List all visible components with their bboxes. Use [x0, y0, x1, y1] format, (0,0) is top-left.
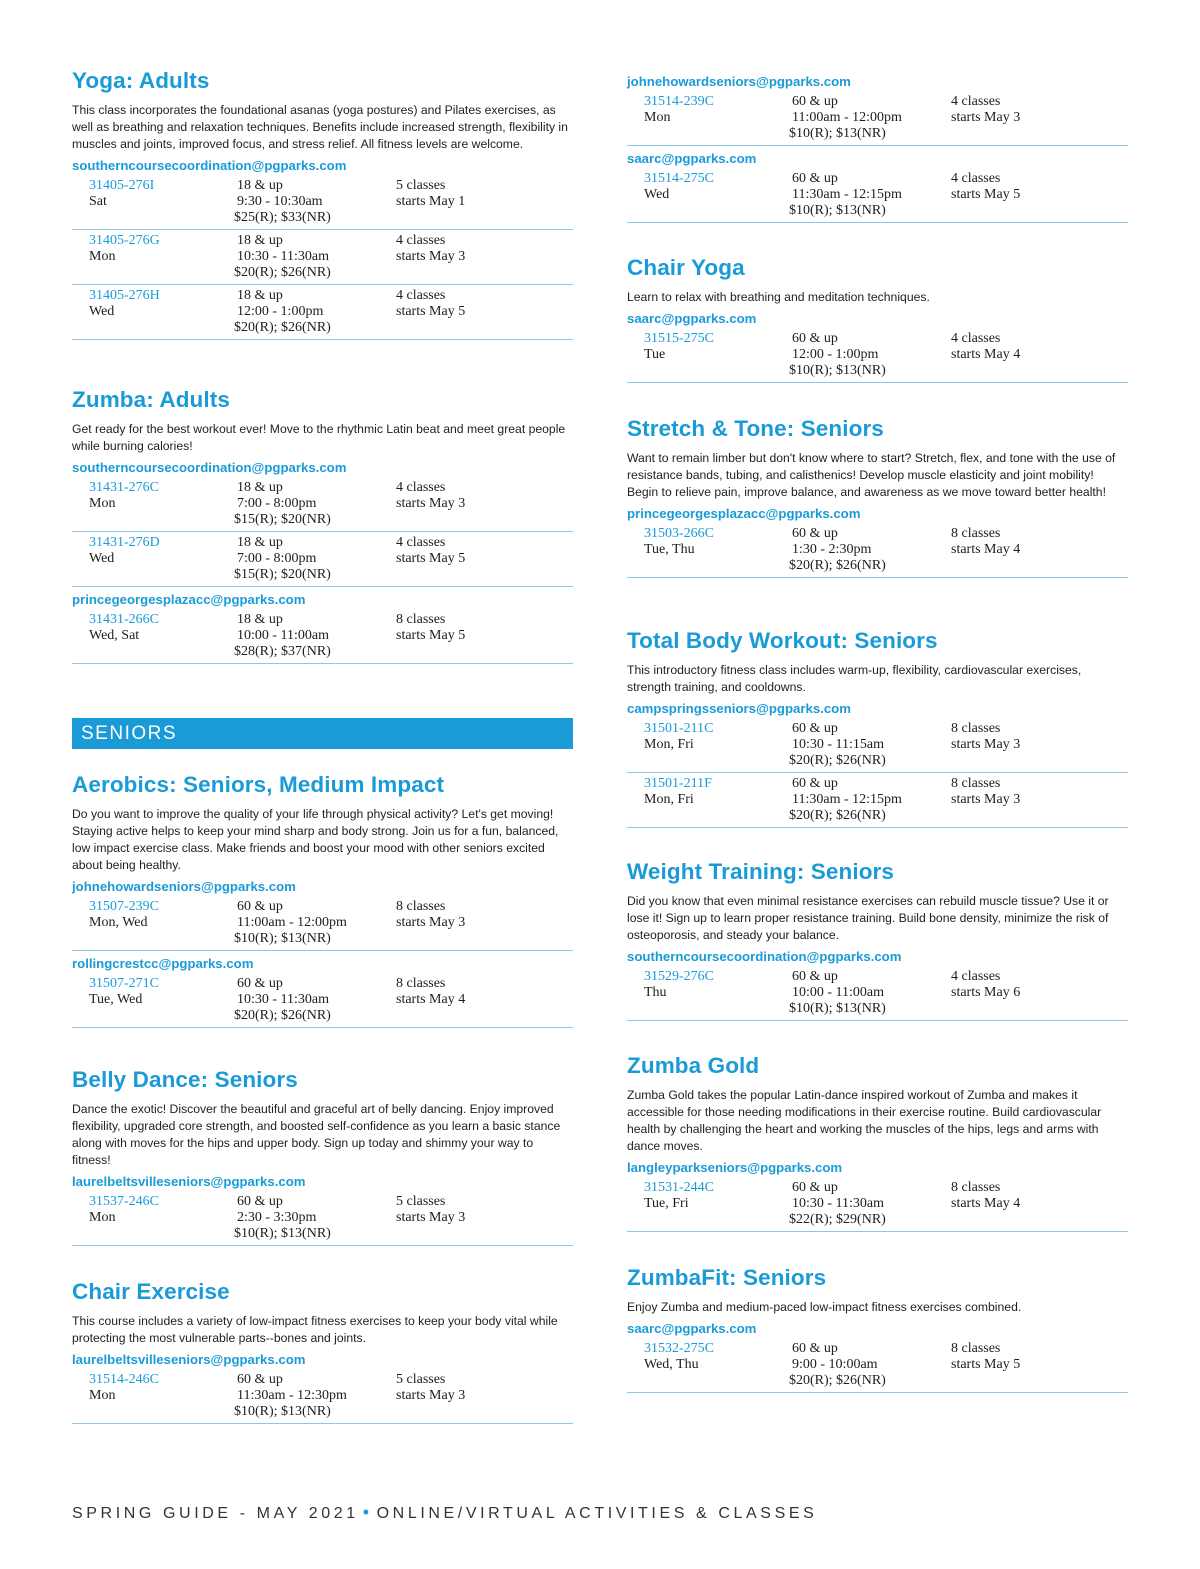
location-group: [627, 1159, 1128, 1232]
class-fee: $20(R); $26(NR): [234, 265, 331, 280]
class-time: 10:30 - 11:30am: [792, 1196, 885, 1211]
class-time: 9:30 - 10:30am: [237, 194, 323, 209]
class-fee: $10(R); $13(NR): [789, 363, 886, 378]
class-details-cell: [234, 178, 331, 226]
class-age: 60 & up: [237, 1194, 283, 1209]
class-days: Mon: [89, 1388, 116, 1403]
class-schedule-cell: [951, 526, 1020, 558]
contact-email-link[interactable]: johnehowardseniors@pgparks.com: [627, 74, 851, 89]
class-fee: $10(R); $13(NR): [789, 203, 886, 218]
class-code: 31537-246C: [89, 1194, 159, 1209]
class-days: Wed: [89, 304, 115, 319]
class-code-cell: [89, 1194, 159, 1226]
class-count: 8 classes: [951, 776, 1001, 791]
class-row: [627, 718, 1128, 773]
class-fee: $10(R); $13(NR): [789, 126, 886, 141]
class-time: 9:00 - 10:00am: [792, 1357, 878, 1372]
contact-email-link[interactable]: southerncoursecoordination@pgparks.com: [627, 949, 902, 964]
section-description: Learn to relax with breathing and meditation techniques.: [627, 290, 930, 304]
class-start-date: starts May 4: [951, 542, 1021, 557]
location-group: [72, 591, 573, 664]
class-row: [627, 966, 1128, 1021]
class-count: 4 classes: [396, 288, 446, 303]
class-days: Tue: [644, 347, 666, 362]
footer-separator-dot: •: [362, 1502, 373, 1522]
class-fee: $20(R); $26(NR): [789, 808, 886, 823]
class-fee: $20(R); $26(NR): [789, 753, 886, 768]
class-schedule-cell: [396, 288, 465, 320]
contact-email-link[interactable]: langleyparkseniors@pgparks.com: [627, 1160, 843, 1175]
class-days: Wed: [89, 551, 115, 566]
contact-email-link[interactable]: southerncoursecoordination@pgparks.com: [72, 158, 347, 173]
class-time: 2:30 - 3:30pm: [237, 1210, 317, 1225]
class-days: Mon: [89, 1210, 116, 1225]
class-details-cell: [234, 899, 347, 947]
class-code: 31514-239C: [644, 94, 714, 109]
class-days: Mon: [89, 249, 116, 264]
location-group: [627, 1320, 1128, 1393]
footer-guide-label: SPRING GUIDE - MAY 2021: [72, 1505, 359, 1522]
class-start-date: starts May 4: [951, 1196, 1021, 1211]
class-start-date: starts May 1: [396, 194, 466, 209]
class-code: 31405-276H: [89, 288, 160, 303]
contact-email-link[interactable]: campspringsseniors@pgparks.com: [627, 701, 851, 716]
location-group: [627, 150, 1128, 223]
section-zumba-gold: [627, 1053, 1128, 1232]
class-code-cell: [89, 899, 159, 931]
class-schedule-cell: [396, 1372, 465, 1404]
class-age: 60 & up: [792, 776, 838, 791]
location-group: [72, 955, 573, 1028]
class-days: Tue, Fri: [644, 1196, 689, 1211]
location-group: [72, 459, 573, 587]
class-start-date: starts May 3: [396, 1210, 466, 1225]
section-title: Chair Yoga: [627, 255, 745, 280]
class-start-date: starts May 5: [951, 1357, 1021, 1372]
class-schedule-cell: [396, 233, 465, 265]
class-code: 31405-276G: [89, 233, 160, 248]
class-count: 8 classes: [951, 1341, 1001, 1356]
class-details-cell: [234, 976, 331, 1024]
class-schedule-cell: [951, 94, 1020, 126]
class-code-cell: [644, 776, 712, 808]
class-start-date: starts May 3: [951, 737, 1021, 752]
contact-email-link[interactable]: saarc@pgparks.com: [627, 1321, 757, 1336]
class-count: 8 classes: [951, 721, 1001, 736]
class-count: 4 classes: [951, 94, 1001, 109]
class-schedule-cell: [396, 178, 465, 210]
class-age: 60 & up: [792, 94, 838, 109]
class-row: [72, 532, 573, 587]
class-time: 10:30 - 11:30am: [237, 249, 330, 264]
class-code: 31431-266C: [89, 612, 159, 627]
class-details-cell: [789, 969, 886, 1017]
class-start-date: starts May 3: [951, 792, 1021, 807]
section-title: Zumba Gold: [627, 1053, 760, 1078]
class-age: 60 & up: [237, 1372, 283, 1387]
class-start-date: starts May 3: [396, 915, 466, 930]
class-code: 31532-275C: [644, 1341, 714, 1356]
class-age: 60 & up: [237, 899, 283, 914]
class-row: [627, 168, 1128, 223]
class-count: 8 classes: [951, 1180, 1001, 1195]
class-details-cell: [789, 721, 886, 769]
class-start-date: starts May 3: [396, 249, 466, 264]
location-group: [72, 878, 573, 951]
contact-email-link[interactable]: laurelbeltsvilleseniors@pgparks.com: [72, 1352, 306, 1367]
section-yoga-adults: [72, 68, 573, 340]
class-fee: $10(R); $13(NR): [789, 1001, 886, 1016]
class-code: 31515-275C: [644, 331, 714, 346]
class-start-date: starts May 5: [396, 551, 466, 566]
class-count: 4 classes: [951, 969, 1001, 984]
class-schedule-cell: [396, 612, 465, 644]
class-row: [72, 477, 573, 532]
class-days: Tue, Wed: [89, 992, 143, 1007]
class-details-cell: [789, 331, 886, 379]
class-row: [72, 175, 573, 230]
location-group: [627, 73, 1128, 146]
location-group: [72, 1351, 573, 1424]
class-details-cell: [789, 1180, 886, 1228]
class-fee: $22(R); $29(NR): [789, 1212, 886, 1227]
section-total-body-workout: [627, 628, 1128, 828]
section-weight-training: [627, 859, 1128, 1021]
class-code-cell: [644, 171, 714, 203]
section-title: Total Body Workout: Seniors: [627, 628, 938, 653]
class-age: 18 & up: [237, 288, 283, 303]
contact-email-link[interactable]: johnehowardseniors@pgparks.com: [72, 879, 296, 894]
class-row: [72, 896, 573, 951]
class-start-date: starts May 4: [951, 347, 1021, 362]
class-count: 8 classes: [396, 976, 446, 991]
class-code: 31431-276C: [89, 480, 159, 495]
class-schedule-cell: [396, 1194, 465, 1226]
class-code: 31531-244C: [644, 1180, 714, 1195]
class-time: 10:30 - 11:30am: [237, 992, 330, 1007]
location-group: [627, 310, 1128, 383]
section-description: Do you want to improve the quality of your life through physical activity? Let's get moving! Staying active helps to keep your mind sharp and body strong. Join us for a fun, balanced, low impact exercise class. Make friends and boost your mood with other seniors excited about being healthy.: [72, 807, 559, 872]
class-count: 5 classes: [396, 1194, 446, 1209]
class-code-cell: [644, 94, 714, 126]
section-title: Belly Dance: Seniors: [72, 1067, 298, 1092]
page-footer: [72, 1502, 817, 1523]
contact-email-link[interactable]: rollingcrestcc@pgparks.com: [72, 956, 254, 971]
class-code: 31507-239C: [89, 899, 159, 914]
section-description: This introductory fitness class includes warm-up, flexibility, cardiovascular exercises, strength training, and cooldowns.: [627, 663, 1082, 694]
class-details-cell: [234, 1372, 347, 1420]
class-details-cell: [789, 1341, 886, 1389]
class-code-cell: [644, 1341, 714, 1373]
section-description: Dance the exotic! Discover the beautiful and graceful art of belly dancing. Enjoy improved flexibility, upgraded core strength, and boosted self-confidence as you learn a basic stance along with moves for the hips and upper body. Sign up today and shimmy your way to fitness!: [72, 1102, 561, 1167]
class-start-date: starts May 3: [396, 496, 466, 511]
class-fee: $20(R); $26(NR): [789, 558, 886, 573]
class-time: 12:00 - 1:00pm: [237, 304, 324, 319]
class-time: 7:00 - 8:00pm: [237, 551, 317, 566]
section-description: Get ready for the best workout ever! Move to the rhythmic Latin beat and meet great people while burning calories!: [72, 422, 566, 453]
class-code-cell: [644, 331, 714, 363]
contact-email-link[interactable]: laurelbeltsvilleseniors@pgparks.com: [72, 1174, 306, 1189]
class-age: 60 & up: [792, 331, 838, 346]
class-start-date: starts May 3: [396, 1388, 466, 1403]
class-details-cell: [234, 535, 331, 583]
class-code-cell: [89, 1372, 159, 1404]
class-age: 60 & up: [237, 976, 283, 991]
class-start-date: starts May 5: [396, 628, 466, 643]
class-days: Sat: [89, 194, 107, 209]
class-count: 4 classes: [396, 535, 446, 550]
class-row: [72, 230, 573, 285]
class-code-cell: [89, 612, 159, 644]
class-start-date: starts May 6: [951, 985, 1021, 1000]
class-age: 18 & up: [237, 480, 283, 495]
location-group: [627, 948, 1128, 1021]
class-age: 60 & up: [792, 1341, 838, 1356]
section-description: This class incorporates the foundational asanas (yoga postures) and Pilates exercises, as well as breathing and relaxation techniques. Benefits include increased strength, flexibility in muscles and joints, improved focus, and stress relief. All fitness levels are welcome.: [72, 103, 568, 151]
section-zumbafit: [627, 1265, 1128, 1393]
class-time: 10:30 - 11:15am: [792, 737, 885, 752]
class-details-cell: [234, 612, 331, 660]
class-fee: $10(R); $13(NR): [234, 931, 331, 946]
class-schedule-cell: [951, 776, 1020, 808]
class-code: 31529-276C: [644, 969, 714, 984]
class-row: [627, 1177, 1128, 1232]
section-title: Chair Exercise: [72, 1279, 230, 1304]
class-start-date: starts May 3: [951, 110, 1021, 125]
contact-email-link[interactable]: saarc@pgparks.com: [627, 311, 757, 326]
class-schedule-cell: [951, 171, 1020, 203]
class-fee: $10(R); $13(NR): [234, 1404, 331, 1419]
location-group: [627, 505, 1128, 578]
class-time: 1:30 - 2:30pm: [792, 542, 872, 557]
class-start-date: starts May 4: [396, 992, 466, 1007]
class-days: Tue, Thu: [644, 542, 695, 557]
class-row: [627, 1338, 1128, 1393]
class-row: [72, 609, 573, 664]
class-schedule-cell: [396, 535, 465, 567]
class-code: 31405-276I: [89, 178, 155, 193]
class-details-cell: [789, 776, 902, 824]
class-days: Mon: [644, 110, 671, 125]
class-time: 11:30am - 12:15pm: [792, 792, 902, 807]
class-days: Mon, Fri: [644, 792, 694, 807]
class-schedule-cell: [396, 899, 465, 931]
class-days: Wed, Sat: [89, 628, 140, 643]
class-schedule-cell: [396, 976, 465, 1008]
class-age: 18 & up: [237, 612, 283, 627]
class-count: 5 classes: [396, 178, 446, 193]
class-fee: $20(R); $26(NR): [234, 1008, 331, 1023]
class-code: 31514-275C: [644, 171, 714, 186]
class-time: 10:00 - 11:00am: [792, 985, 885, 1000]
class-age: 18 & up: [237, 178, 283, 193]
class-code-cell: [89, 535, 160, 567]
class-count: 8 classes: [951, 526, 1001, 541]
class-time: 7:00 - 8:00pm: [237, 496, 317, 511]
class-age: 60 & up: [792, 171, 838, 186]
class-count: 4 classes: [396, 233, 446, 248]
class-time: 10:00 - 11:00am: [237, 628, 330, 643]
class-code-cell: [644, 526, 714, 558]
contact-email-link[interactable]: princegeorgesplazacc@pgparks.com: [627, 506, 861, 521]
class-fee: $20(R); $26(NR): [234, 320, 331, 335]
class-time: 11:00am - 12:00pm: [237, 915, 347, 930]
class-age: 18 & up: [237, 233, 283, 248]
class-count: 4 classes: [396, 480, 446, 495]
class-start-date: starts May 5: [951, 187, 1021, 202]
class-code-cell: [89, 480, 159, 512]
class-row: [627, 328, 1128, 383]
class-fee: $28(R); $37(NR): [234, 644, 331, 659]
section-belly-dance: [72, 1067, 573, 1246]
class-start-date: starts May 5: [396, 304, 466, 319]
class-code: 31501-211F: [644, 776, 712, 791]
section-chair-yoga: [627, 255, 1128, 383]
section-zumba-adults: [72, 387, 573, 664]
location-group: [72, 1173, 573, 1246]
class-row: [72, 1369, 573, 1424]
class-row: [627, 773, 1128, 828]
class-details-cell: [234, 233, 331, 281]
section-title: Stretch & Tone: Seniors: [627, 416, 884, 441]
class-code-cell: [644, 969, 714, 1001]
section-aerobics-seniors: [72, 772, 573, 1028]
class-count: 8 classes: [396, 899, 446, 914]
class-days: Wed, Thu: [644, 1357, 699, 1372]
class-code-cell: [644, 721, 713, 753]
class-code-cell: [89, 288, 160, 320]
class-time: 11:00am - 12:00pm: [792, 110, 902, 125]
seniors-banner: SENIORS: [72, 718, 573, 749]
section-title: Weight Training: Seniors: [627, 859, 895, 884]
footer-section-label: ONLINE/VIRTUAL ACTIVITIES & CLASSES: [376, 1505, 818, 1522]
class-fee: $20(R); $26(NR): [789, 1373, 886, 1388]
class-schedule-cell: [396, 480, 465, 512]
class-row: [627, 91, 1128, 146]
section-title: Yoga: Adults: [72, 68, 210, 93]
class-fee: $15(R); $20(NR): [234, 567, 331, 582]
class-row: [627, 523, 1128, 578]
class-time: 11:30am - 12:15pm: [792, 187, 902, 202]
contact-email-link[interactable]: southerncoursecoordination@pgparks.com: [72, 460, 347, 475]
class-age: 60 & up: [792, 969, 838, 984]
class-days: Wed: [644, 187, 670, 202]
class-row: [72, 285, 573, 340]
class-time: 12:00 - 1:00pm: [792, 347, 879, 362]
class-row: [72, 1191, 573, 1246]
section-title: Aerobics: Seniors, Medium Impact: [72, 772, 445, 797]
section-description: This course includes a variety of low-impact fitness exercises to keep your body vital while protecting the most vulnerable parts--bones and joints.: [72, 1314, 558, 1345]
class-code-cell: [89, 233, 160, 265]
class-days: Thu: [644, 985, 667, 1000]
class-schedule-cell: [951, 1180, 1020, 1212]
class-row: [72, 973, 573, 1028]
class-age: 60 & up: [792, 526, 838, 541]
contact-email-link[interactable]: princegeorgesplazacc@pgparks.com: [72, 592, 306, 607]
class-age: 18 & up: [237, 535, 283, 550]
section-description: Zumba Gold takes the popular Latin-dance inspired workout of Zumba and makes it accessible for those needing modifications in their exercise routine. Build cardiovascular health by challenging the heart and working the muscles of the hips, legs and arms with dance moves.: [627, 1088, 1102, 1153]
section-stretch-tone: [627, 416, 1128, 578]
class-count: 4 classes: [951, 171, 1001, 186]
class-details-cell: [234, 1194, 331, 1242]
class-details-cell: [234, 480, 331, 528]
class-age: 60 & up: [792, 1180, 838, 1195]
class-schedule-cell: [951, 721, 1020, 753]
class-code-cell: [89, 976, 159, 1008]
section-description: Did you know that even minimal resistance exercises can rebuild muscle tissue? Use it or lose it! Sign up to learn proper resistance training. Build bone density, minimize the risk of osteoporosis, and steady your balance.: [627, 894, 1109, 942]
section-title: ZumbaFit: Seniors: [627, 1265, 827, 1290]
class-code: 31514-246C: [89, 1372, 159, 1387]
class-code: 31501-211C: [644, 721, 714, 736]
class-time: 11:30am - 12:30pm: [237, 1388, 347, 1403]
class-schedule-cell: [951, 969, 1020, 1001]
section-chair-exercise: [72, 1279, 573, 1424]
section-description: Want to remain limber but don't know where to start? Stretch, flex, and tone with the use of resistance bands, tubing, and calisthenics! Develop muscle elasticity and joint mobility! Begin to relieve pain, improve balance, and awareness as we move toward better health!: [627, 451, 1116, 499]
class-schedule-cell: [951, 1341, 1020, 1373]
class-code: 31507-271C: [89, 976, 159, 991]
class-count: 5 classes: [396, 1372, 446, 1387]
class-details-cell: [234, 288, 331, 336]
section-title: Zumba: Adults: [72, 387, 230, 412]
class-count: 4 classes: [951, 331, 1001, 346]
class-age: 60 & up: [792, 721, 838, 736]
class-fee: $10(R); $13(NR): [234, 1226, 331, 1241]
class-fee: $15(R); $20(NR): [234, 512, 331, 527]
section-continued: [627, 69, 1128, 223]
class-fee: $25(R); $33(NR): [234, 210, 331, 225]
class-details-cell: [789, 171, 902, 219]
class-code-cell: [644, 1180, 714, 1212]
class-days: Mon: [89, 496, 116, 511]
class-details-cell: [789, 94, 902, 142]
class-days: Mon, Fri: [644, 737, 694, 752]
class-details-cell: [789, 526, 886, 574]
location-group: [72, 157, 573, 340]
section-description: Enjoy Zumba and medium-paced low-impact fitness exercises combined.: [627, 1300, 1022, 1314]
class-schedule-cell: [951, 331, 1020, 363]
class-days: Mon, Wed: [89, 915, 148, 930]
contact-email-link[interactable]: saarc@pgparks.com: [627, 151, 757, 166]
class-code-cell: [89, 178, 154, 210]
class-code: 31431-276D: [89, 535, 160, 550]
class-code: 31503-266C: [644, 526, 714, 541]
location-group: [627, 700, 1128, 828]
class-count: 8 classes: [396, 612, 446, 627]
